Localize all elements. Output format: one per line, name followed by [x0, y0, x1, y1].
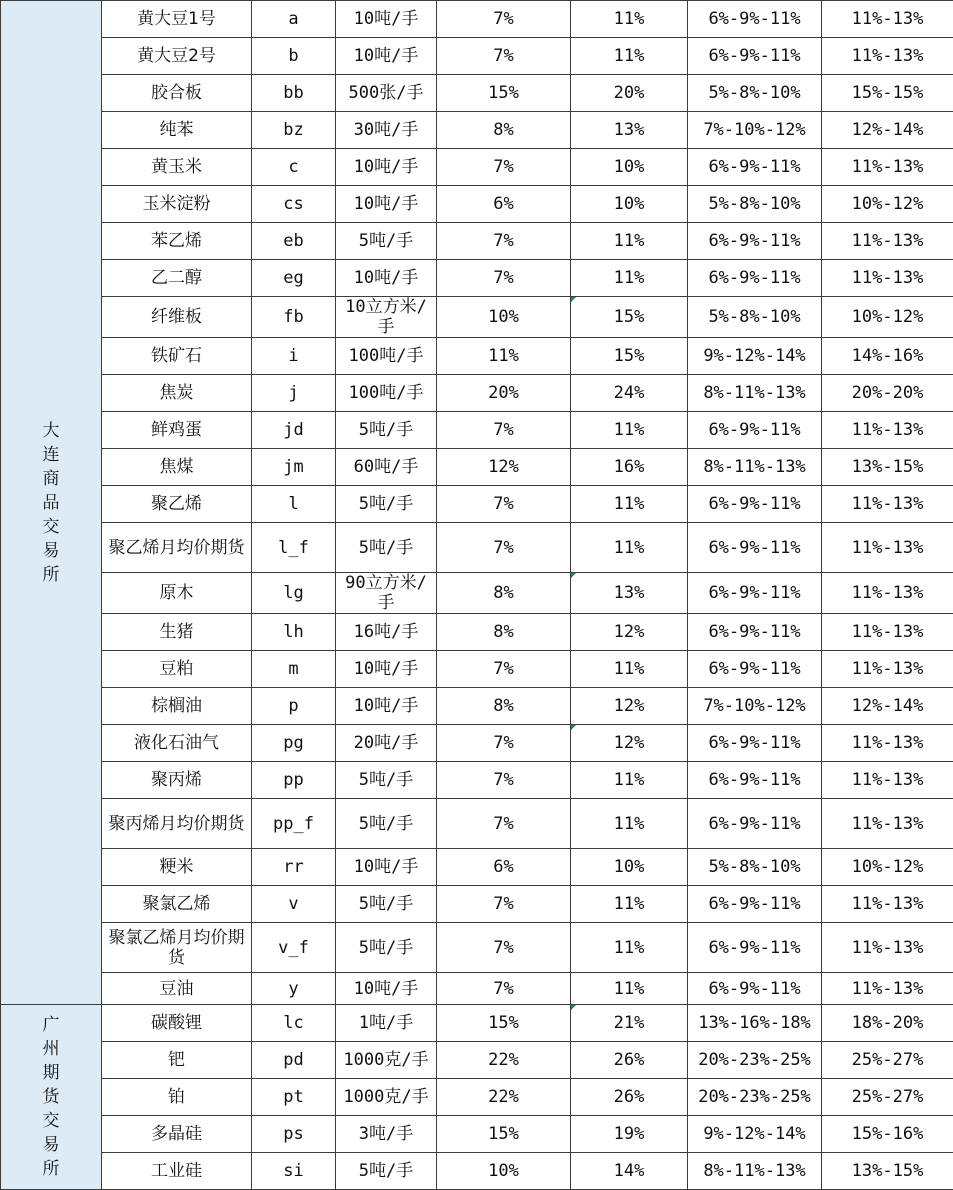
margin-cell-1: 8%	[437, 112, 571, 149]
product-name-cell: 粳米	[102, 849, 252, 886]
margin-range-cell: 6%-9%-11%	[688, 412, 822, 449]
margin-range-cell: 7%-10%-12%	[688, 112, 822, 149]
product-name-cell: 聚氯乙烯月均价期货	[102, 923, 252, 973]
trade-unit-cell: 10吨/手	[336, 688, 437, 725]
margin-cell-4: 11%-13%	[822, 886, 953, 923]
margin-cell-2: 10%	[571, 849, 688, 886]
product-name-cell: 黄大豆1号	[102, 1, 252, 38]
product-name-cell: 苯乙烯	[102, 223, 252, 260]
product-code-cell: i	[252, 338, 336, 375]
trade-unit-cell: 3吨/手	[336, 1116, 437, 1153]
trade-unit-cell: 5吨/手	[336, 886, 437, 923]
margin-range-cell: 6%-9%-11%	[688, 973, 822, 1005]
product-code-cell: rr	[252, 849, 336, 886]
product-name-cell: 钯	[102, 1042, 252, 1079]
product-name-cell: 黄大豆2号	[102, 38, 252, 75]
table-row	[1, 412, 953, 449]
product-name-cell: 铁矿石	[102, 338, 252, 375]
margin-range-cell: 20%-23%-25%	[688, 1042, 822, 1079]
product-name-cell: 生猪	[102, 614, 252, 651]
margin-cell-1: 7%	[437, 923, 571, 973]
trade-unit-cell: 10吨/手	[336, 1, 437, 38]
margin-cell-1: 7%	[437, 38, 571, 75]
margin-range-cell: 6%-9%-11%	[688, 523, 822, 573]
table-row	[1, 1153, 953, 1190]
trade-unit-cell: 100吨/手	[336, 375, 437, 412]
product-name-cell: 鲜鸡蛋	[102, 412, 252, 449]
table-row	[1, 973, 953, 1005]
table-row	[1, 651, 953, 688]
trade-unit-cell: 30吨/手	[336, 112, 437, 149]
product-name-cell: 纤维板	[102, 297, 252, 338]
margin-cell-4: 11%-13%	[822, 486, 953, 523]
trade-unit-cell: 60吨/手	[336, 449, 437, 486]
product-code-cell: j	[252, 375, 336, 412]
margin-cell-4: 25%-27%	[822, 1042, 953, 1079]
trade-unit-cell: 1000克/手	[336, 1042, 437, 1079]
table-row	[1, 375, 953, 412]
margin-range-cell: 6%-9%-11%	[688, 614, 822, 651]
trade-unit-cell: 5吨/手	[336, 1153, 437, 1190]
margin-range-cell: 6%-9%-11%	[688, 762, 822, 799]
product-name-cell: 豆油	[102, 973, 252, 1005]
product-code-cell: c	[252, 149, 336, 186]
product-code-cell: bz	[252, 112, 336, 149]
product-code-cell: si	[252, 1153, 336, 1190]
product-code-cell: pd	[252, 1042, 336, 1079]
margin-cell-1: 10%	[437, 1153, 571, 1190]
margin-range-cell: 8%-11%-13%	[688, 1153, 822, 1190]
margin-cell-1: 22%	[437, 1042, 571, 1079]
margin-cell-1: 15%	[437, 1005, 571, 1042]
margin-cell-2: 11%	[571, 799, 688, 849]
margin-cell-2: 13%	[571, 573, 688, 614]
margin-cell-2: 10%	[571, 149, 688, 186]
product-code-cell: jm	[252, 449, 336, 486]
margin-range-cell: 6%-9%-11%	[688, 923, 822, 973]
margin-cell-4: 12%-14%	[822, 688, 953, 725]
exchange-name-cell	[1, 1, 102, 1005]
table-row	[1, 1116, 953, 1153]
margin-cell-1: 7%	[437, 886, 571, 923]
table-row	[1, 523, 953, 573]
trade-unit-cell: 5吨/手	[336, 223, 437, 260]
table-row	[1, 923, 953, 973]
trade-unit-cell: 10吨/手	[336, 260, 437, 297]
margin-cell-4: 10%-12%	[822, 186, 953, 223]
margin-cell-1: 7%	[437, 523, 571, 573]
table-row	[1, 486, 953, 523]
trade-unit-cell: 5吨/手	[336, 799, 437, 849]
product-name-cell: 聚氯乙烯	[102, 886, 252, 923]
margin-cell-4: 11%-13%	[822, 799, 953, 849]
product-code-cell: v_f	[252, 923, 336, 973]
margin-cell-4: 12%-14%	[822, 112, 953, 149]
product-code-cell: jd	[252, 412, 336, 449]
product-name-cell: 纯苯	[102, 112, 252, 149]
trade-unit-cell: 5吨/手	[336, 523, 437, 573]
margin-cell-4: 14%-16%	[822, 338, 953, 375]
margin-cell-1: 7%	[437, 1, 571, 38]
table-row	[1, 223, 953, 260]
margin-cell-1: 7%	[437, 149, 571, 186]
margin-range-cell: 5%-8%-10%	[688, 75, 822, 112]
product-name-cell: 聚乙烯	[102, 486, 252, 523]
product-code-cell: y	[252, 973, 336, 1005]
table-row	[1, 449, 953, 486]
margin-range-cell: 6%-9%-11%	[688, 886, 822, 923]
margin-cell-1: 12%	[437, 449, 571, 486]
product-name-cell: 液化石油气	[102, 725, 252, 762]
table-row	[1, 799, 953, 849]
product-code-cell: ps	[252, 1116, 336, 1153]
product-name-cell: 豆粕	[102, 651, 252, 688]
margin-cell-1: 7%	[437, 973, 571, 1005]
trade-unit-cell: 10吨/手	[336, 651, 437, 688]
table-row	[1, 149, 953, 186]
margin-range-cell: 7%-10%-12%	[688, 688, 822, 725]
margin-range-cell: 9%-12%-14%	[688, 1116, 822, 1153]
product-code-cell: bb	[252, 75, 336, 112]
margin-range-cell: 6%-9%-11%	[688, 1, 822, 38]
product-code-cell: pt	[252, 1079, 336, 1116]
margin-cell-4: 20%-20%	[822, 375, 953, 412]
margin-range-cell: 20%-23%-25%	[688, 1079, 822, 1116]
margin-range-cell: 6%-9%-11%	[688, 651, 822, 688]
product-code-cell: l	[252, 486, 336, 523]
product-code-cell: pg	[252, 725, 336, 762]
margin-cell-4: 11%-13%	[822, 523, 953, 573]
product-code-cell: v	[252, 886, 336, 923]
margin-range-cell: 6%-9%-11%	[688, 799, 822, 849]
product-name-cell: 聚乙烯月均价期货	[102, 523, 252, 573]
margin-cell-2: 26%	[571, 1042, 688, 1079]
product-name-cell: 工业硅	[102, 1153, 252, 1190]
margin-range-cell: 6%-9%-11%	[688, 260, 822, 297]
margin-cell-1: 7%	[437, 762, 571, 799]
table-row	[1, 297, 953, 338]
margin-cell-4: 11%-13%	[822, 260, 953, 297]
margin-cell-4: 10%-12%	[822, 297, 953, 338]
trade-unit-cell: 5吨/手	[336, 486, 437, 523]
margin-range-cell: 8%-11%-13%	[688, 449, 822, 486]
margin-cell-2: 11%	[571, 886, 688, 923]
table-row	[1, 186, 953, 223]
product-code-cell: cs	[252, 186, 336, 223]
margin-range-cell: 9%-12%-14%	[688, 338, 822, 375]
margin-cell-2: 11%	[571, 412, 688, 449]
table-row	[1, 112, 953, 149]
margin-cell-1: 20%	[437, 375, 571, 412]
margin-cell-2: 11%	[571, 1, 688, 38]
product-name-cell: 乙二醇	[102, 260, 252, 297]
margin-range-cell: 6%-9%-11%	[688, 725, 822, 762]
product-name-cell: 聚丙烯	[102, 762, 252, 799]
margin-cell-2: 20%	[571, 75, 688, 112]
trade-unit-cell: 10吨/手	[336, 38, 437, 75]
margin-cell-4: 15%-15%	[822, 75, 953, 112]
margin-cell-1: 10%	[437, 297, 571, 338]
margin-cell-4: 11%-13%	[822, 1, 953, 38]
margin-cell-2: 11%	[571, 486, 688, 523]
margin-cell-4: 15%-16%	[822, 1116, 953, 1153]
trade-unit-cell: 10吨/手	[336, 973, 437, 1005]
margin-cell-4: 11%-13%	[822, 223, 953, 260]
margin-cell-4: 10%-12%	[822, 849, 953, 886]
product-code-cell: p	[252, 688, 336, 725]
table-row	[1, 260, 953, 297]
table-row	[1, 725, 953, 762]
product-name-cell: 胶合板	[102, 75, 252, 112]
margin-cell-2: 10%	[571, 186, 688, 223]
margin-cell-1: 6%	[437, 849, 571, 886]
table-row	[1, 338, 953, 375]
margin-cell-4: 11%-13%	[822, 38, 953, 75]
margin-cell-4: 11%-13%	[822, 614, 953, 651]
table-row	[1, 849, 953, 886]
table-row	[1, 38, 953, 75]
trade-unit-cell: 500张/手	[336, 75, 437, 112]
margin-range-cell: 13%-16%-18%	[688, 1005, 822, 1042]
margin-cell-4: 18%-20%	[822, 1005, 953, 1042]
table-row	[1, 688, 953, 725]
margin-cell-2: 11%	[571, 762, 688, 799]
product-code-cell: m	[252, 651, 336, 688]
margin-cell-1: 8%	[437, 614, 571, 651]
margin-cell-4: 11%-13%	[822, 651, 953, 688]
trade-unit-cell: 90立方米/手	[336, 573, 437, 614]
trade-unit-cell: 20吨/手	[336, 725, 437, 762]
margin-cell-1: 11%	[437, 338, 571, 375]
product-code-cell: pp_f	[252, 799, 336, 849]
product-code-cell: eb	[252, 223, 336, 260]
margin-table-body	[1, 1, 953, 1190]
margin-cell-1: 7%	[437, 651, 571, 688]
margin-cell-1: 7%	[437, 260, 571, 297]
product-name-cell: 玉米淀粉	[102, 186, 252, 223]
margin-cell-2: 14%	[571, 1153, 688, 1190]
product-code-cell: fb	[252, 297, 336, 338]
margin-cell-2: 11%	[571, 523, 688, 573]
margin-cell-1: 7%	[437, 486, 571, 523]
table-row	[1, 1005, 953, 1042]
margin-cell-2: 21%	[571, 1005, 688, 1042]
margin-cell-4: 25%-27%	[822, 1079, 953, 1116]
margin-range-cell: 5%-8%-10%	[688, 186, 822, 223]
margin-cell-2: 12%	[571, 688, 688, 725]
margin-cell-2: 11%	[571, 973, 688, 1005]
margin-cell-4: 11%-13%	[822, 923, 953, 973]
exchange-name-cell	[1, 1005, 102, 1190]
exchange-name: 广州期货交易所	[41, 1013, 61, 1181]
margin-range-cell: 6%-9%-11%	[688, 573, 822, 614]
margin-cell-2: 11%	[571, 651, 688, 688]
margin-range-cell: 6%-9%-11%	[688, 223, 822, 260]
margin-cell-1: 15%	[437, 1116, 571, 1153]
margin-cell-4: 11%-13%	[822, 412, 953, 449]
margin-cell-2: 11%	[571, 38, 688, 75]
trade-unit-cell: 10吨/手	[336, 186, 437, 223]
exchange-name: 大连商品交易所	[41, 419, 61, 587]
margin-cell-4: 13%-15%	[822, 1153, 953, 1190]
product-code-cell: eg	[252, 260, 336, 297]
margin-cell-4: 11%-13%	[822, 573, 953, 614]
margin-cell-2: 19%	[571, 1116, 688, 1153]
trade-unit-cell: 5吨/手	[336, 923, 437, 973]
table-row	[1, 75, 953, 112]
margin-cell-1: 15%	[437, 75, 571, 112]
margin-cell-2: 13%	[571, 112, 688, 149]
table-row	[1, 614, 953, 651]
trade-unit-cell: 10立方米/手	[336, 297, 437, 338]
margin-cell-2: 11%	[571, 223, 688, 260]
product-name-cell: 多晶硅	[102, 1116, 252, 1153]
margin-cell-1: 6%	[437, 186, 571, 223]
trade-unit-cell: 1000克/手	[336, 1079, 437, 1116]
margin-cell-1: 22%	[437, 1079, 571, 1116]
product-code-cell: l_f	[252, 523, 336, 573]
margin-range-cell: 8%-11%-13%	[688, 375, 822, 412]
product-name-cell: 焦炭	[102, 375, 252, 412]
product-code-cell: b	[252, 38, 336, 75]
trade-unit-cell: 5吨/手	[336, 412, 437, 449]
trade-unit-cell: 10吨/手	[336, 849, 437, 886]
margin-cell-2: 11%	[571, 260, 688, 297]
margin-cell-4: 11%-13%	[822, 762, 953, 799]
table-row	[1, 573, 953, 614]
margin-cell-1: 7%	[437, 725, 571, 762]
margin-range-cell: 6%-9%-11%	[688, 149, 822, 186]
trade-unit-cell: 1吨/手	[336, 1005, 437, 1042]
margin-cell-2: 24%	[571, 375, 688, 412]
table-row	[1, 1079, 953, 1116]
product-name-cell: 焦煤	[102, 449, 252, 486]
trade-unit-cell: 100吨/手	[336, 338, 437, 375]
margin-range-cell: 6%-9%-11%	[688, 38, 822, 75]
margin-cell-2: 11%	[571, 923, 688, 973]
margin-cell-4: 11%-13%	[822, 973, 953, 1005]
table-row	[1, 762, 953, 799]
margin-cell-2: 12%	[571, 614, 688, 651]
trade-unit-cell: 16吨/手	[336, 614, 437, 651]
product-name-cell: 棕榈油	[102, 688, 252, 725]
margin-cell-1: 7%	[437, 799, 571, 849]
margin-range-cell: 5%-8%-10%	[688, 297, 822, 338]
table-row	[1, 1, 953, 38]
product-code-cell: a	[252, 1, 336, 38]
product-code-cell: lh	[252, 614, 336, 651]
margin-cell-4: 11%-13%	[822, 725, 953, 762]
table-row	[1, 886, 953, 923]
product-name-cell: 碳酸锂	[102, 1005, 252, 1042]
margin-cell-4: 13%-15%	[822, 449, 953, 486]
margin-cell-2: 15%	[571, 297, 688, 338]
margin-cell-4: 11%-13%	[822, 149, 953, 186]
margin-range-cell: 5%-8%-10%	[688, 849, 822, 886]
trade-unit-cell: 5吨/手	[336, 762, 437, 799]
margin-cell-1: 7%	[437, 223, 571, 260]
margin-cell-1: 7%	[437, 412, 571, 449]
margin-cell-2: 15%	[571, 338, 688, 375]
product-code-cell: pp	[252, 762, 336, 799]
trade-unit-cell: 10吨/手	[336, 149, 437, 186]
table-row	[1, 1042, 953, 1079]
product-code-cell: lg	[252, 573, 336, 614]
product-name-cell: 铂	[102, 1079, 252, 1116]
product-name-cell: 聚丙烯月均价期货	[102, 799, 252, 849]
margin-cell-2: 12%	[571, 725, 688, 762]
margin-cell-2: 26%	[571, 1079, 688, 1116]
product-code-cell: lc	[252, 1005, 336, 1042]
margin-cell-1: 8%	[437, 688, 571, 725]
product-name-cell: 黄玉米	[102, 149, 252, 186]
margin-cell-2: 16%	[571, 449, 688, 486]
product-name-cell: 原木	[102, 573, 252, 614]
margin-range-cell: 6%-9%-11%	[688, 486, 822, 523]
margin-cell-1: 8%	[437, 573, 571, 614]
